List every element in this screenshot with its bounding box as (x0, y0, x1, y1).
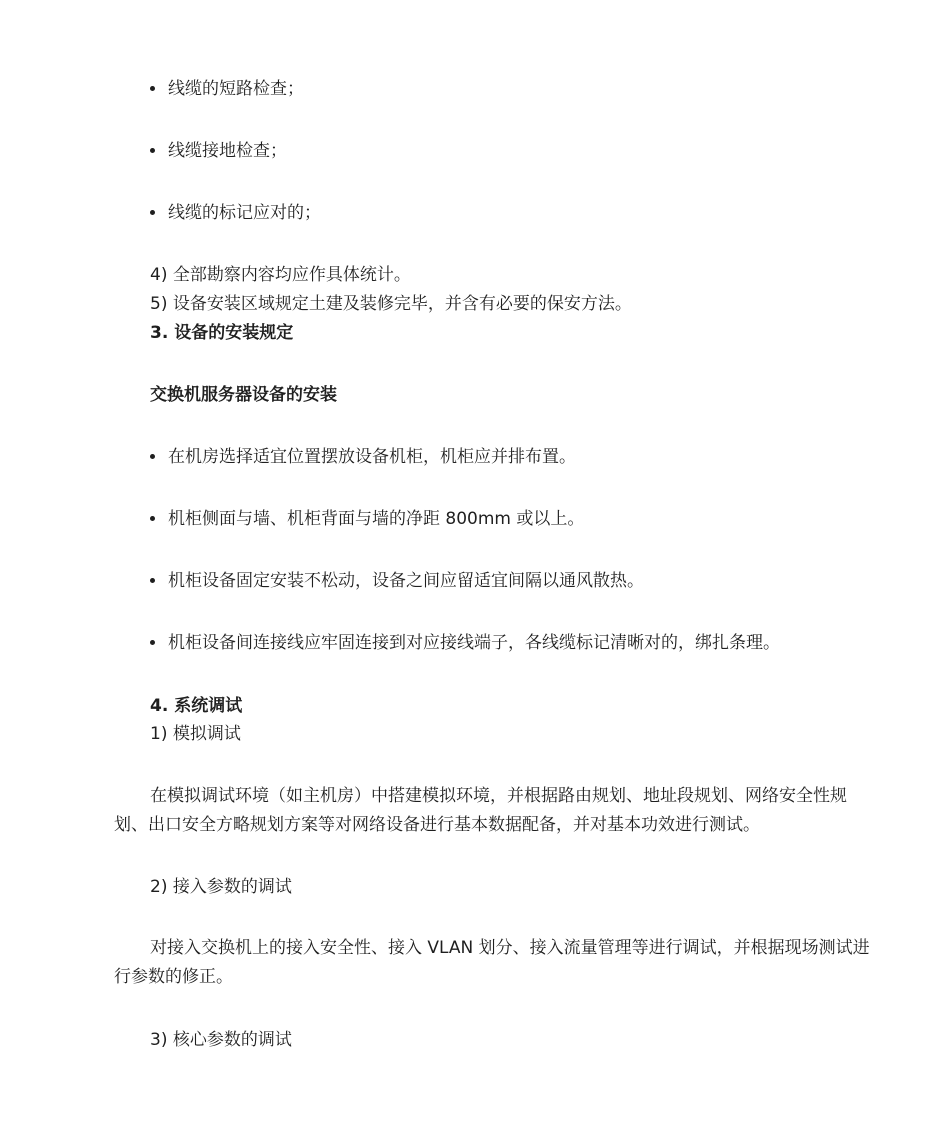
sub-heading: 交换机服务器设备的安装 (150, 385, 337, 405)
list-item (150, 507, 584, 531)
list-item (150, 139, 287, 163)
list-item-text: 机柜设备间连接线应牢固连接到对应接线端子，各线缆标记清晰对的，绑扎条理。 (168, 633, 780, 653)
bullet-icon (150, 86, 155, 91)
bullet-icon (150, 148, 155, 153)
bullet-icon (150, 578, 155, 583)
bullet-icon (150, 516, 155, 521)
list-item (150, 201, 321, 225)
list-item-text: 在机房选择适宜位置摆放设备机柜，机柜应并排布置。 (168, 447, 576, 467)
body-paragraph: 在模拟调试环境（如主机房）中搭建模拟环境，并根据路由规划、地址段规划、网络安全性规划、出口安全方略规划方案等对网络设备进行基本数据配备，并对基本功效进行测试。 (114, 786, 847, 835)
note-line: 5) 设备安装区域规定土建及装修完毕，并含有必要的保安方法。 (150, 294, 632, 314)
list-item-text: 机柜侧面与墙、机柜背面与墙的净距 800mm 或以上。 (168, 509, 585, 529)
section-heading: 3. 设备的安装规定 (150, 323, 294, 343)
item-title: 1) 模拟调试 (150, 724, 241, 744)
list-item-text: 线缆的标记应对的； (168, 203, 321, 223)
list-item (150, 631, 780, 655)
item-title: 3) 核心参数的调试 (150, 1030, 292, 1050)
list-item (150, 77, 304, 101)
list-item-text: 机柜设备固定安装不松动，设备之间应留适宜间隔以通风散热。 (168, 571, 644, 591)
bullet-icon (150, 210, 155, 215)
section-heading: 4. 系统调试 (150, 696, 243, 716)
bullet-icon (150, 454, 155, 459)
item-title: 2) 接入参数的调试 (150, 877, 292, 897)
body-paragraph: 对接入交换机上的接入安全性、接入 VLAN 划分、接入流量管理等进行调试，并根据现场测试进行参数的修正。 (114, 938, 870, 987)
list-item-text: 线缆的短路检查； (168, 79, 304, 99)
list-item (150, 445, 576, 469)
list-item-text: 线缆接地检查； (168, 141, 287, 161)
note-line: 4) 全部勘察内容均应作具体统计。 (150, 265, 411, 285)
list-item (150, 569, 644, 593)
bullet-icon (150, 640, 155, 645)
